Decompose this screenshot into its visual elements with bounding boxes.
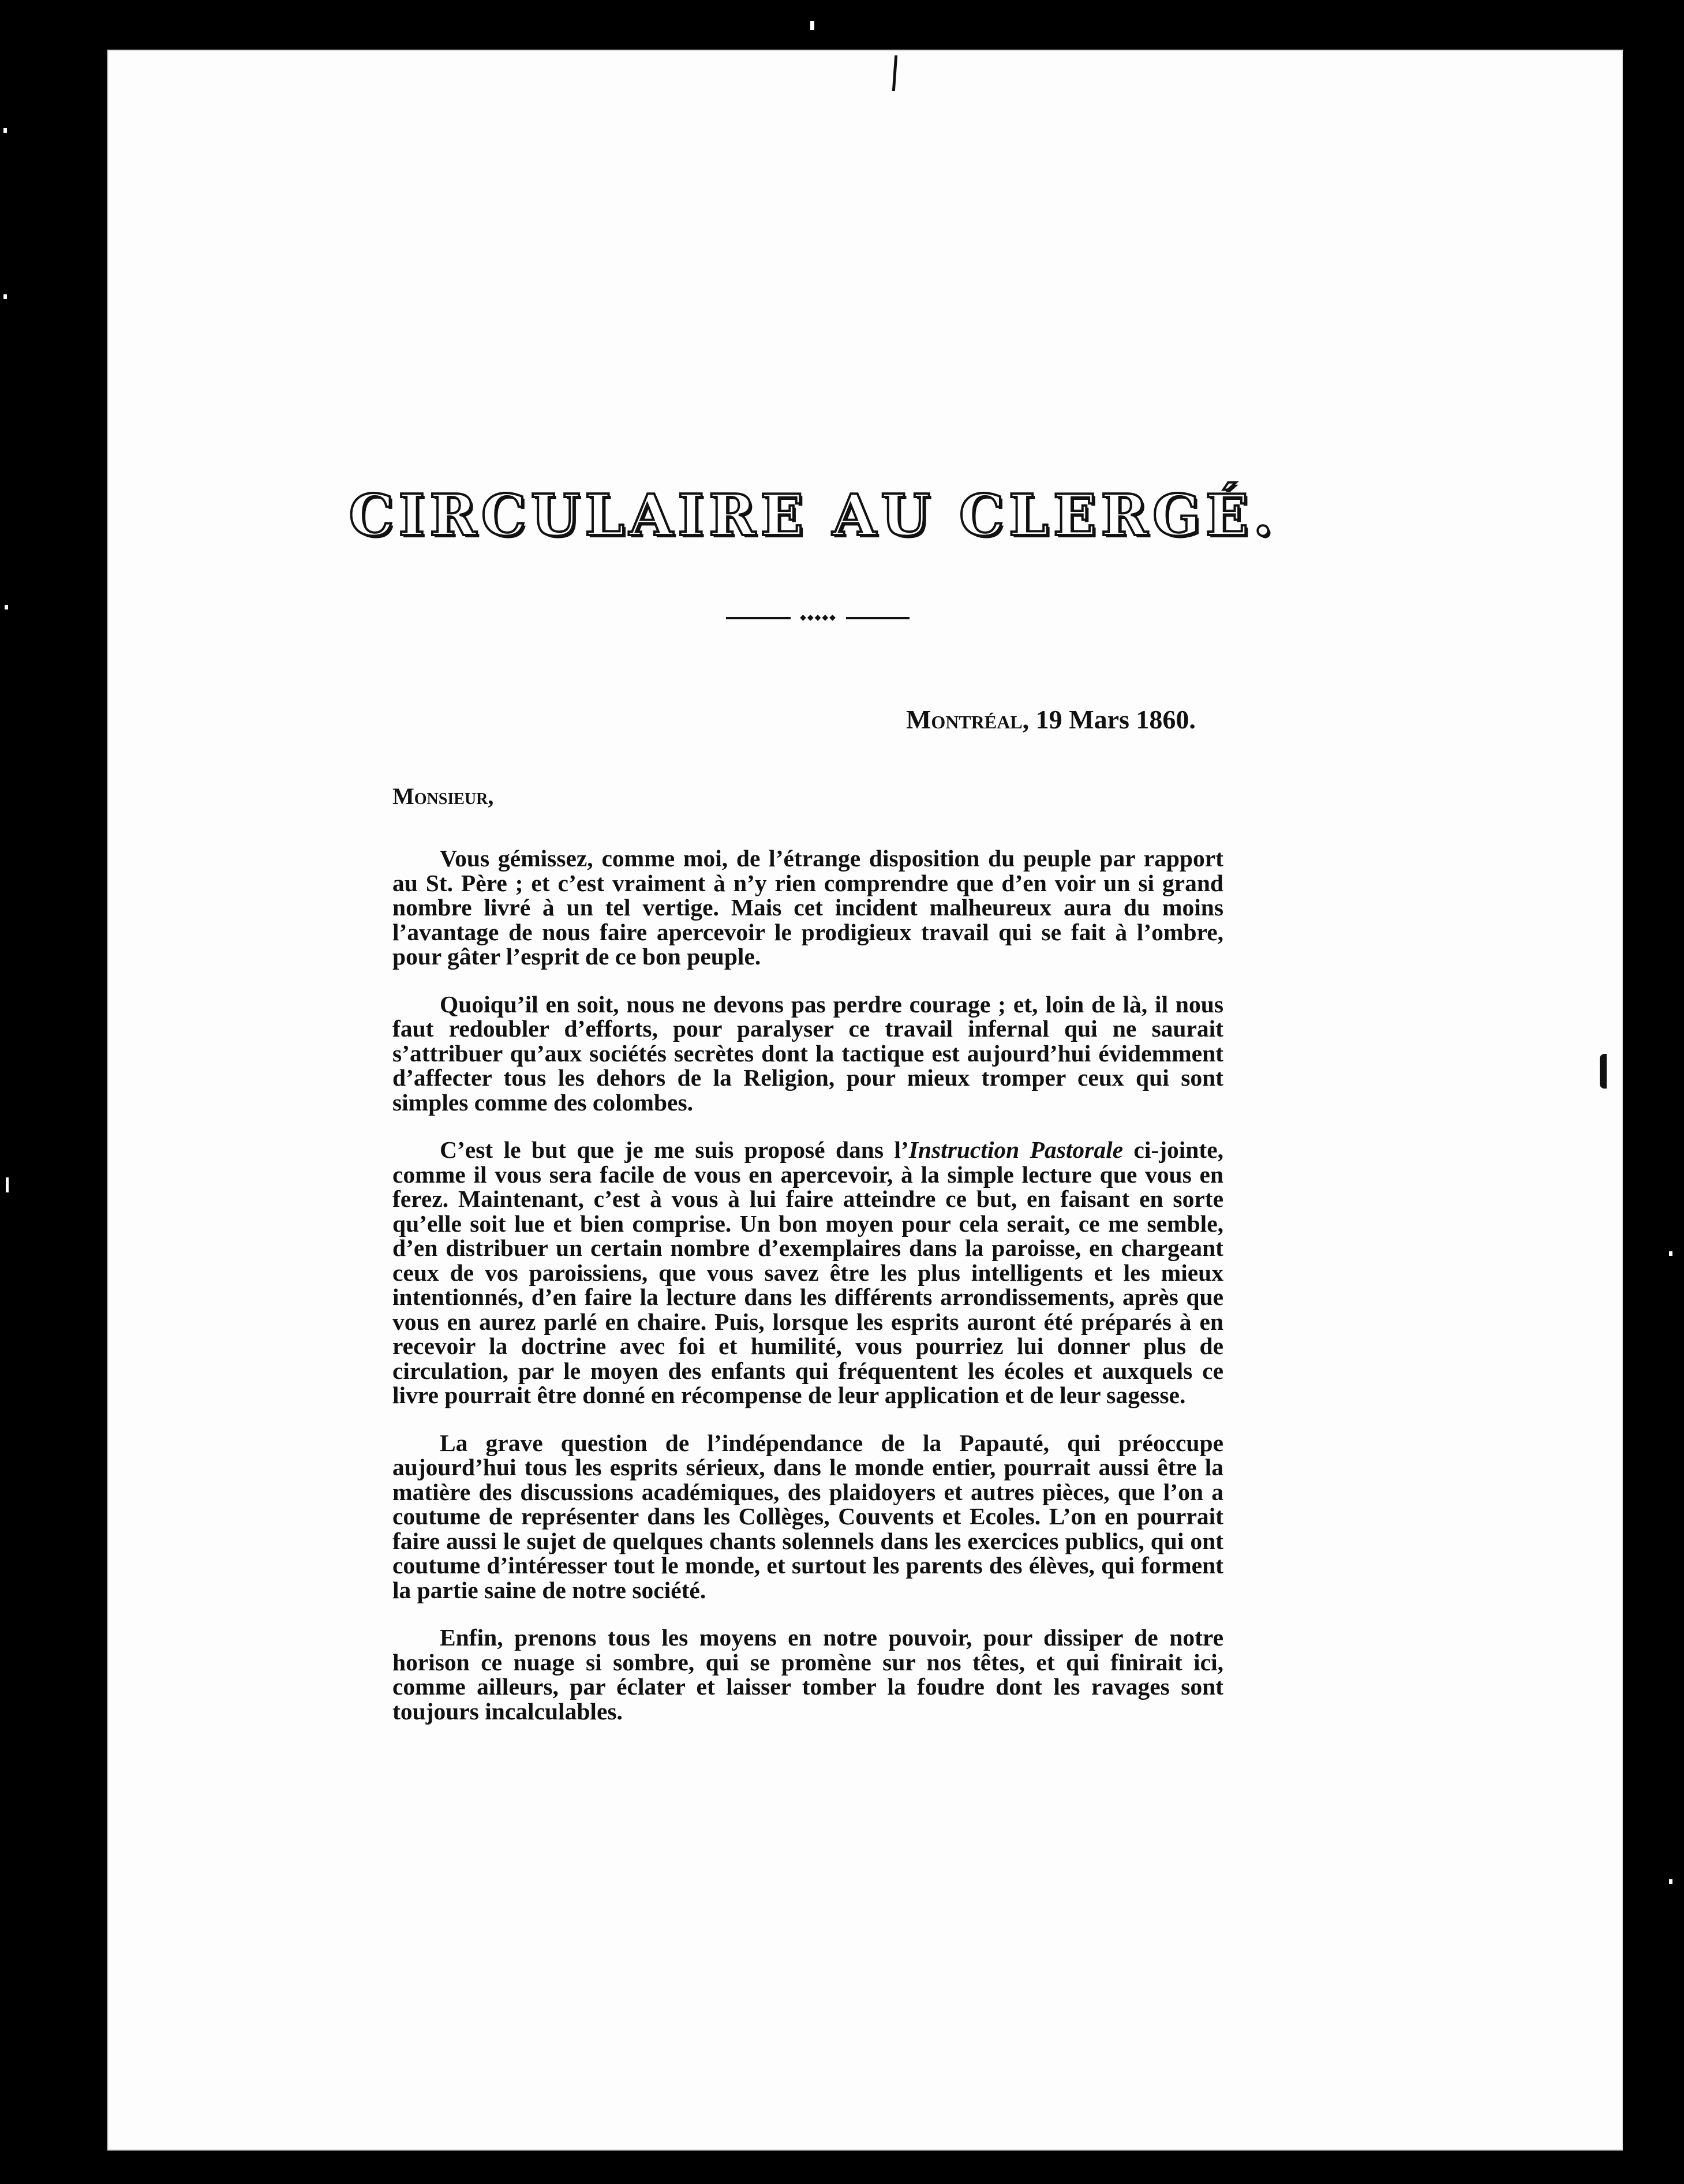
paragraph: Enfin, prenons tous les moyens en notre pouvoir, pour dissiper de notre horison ce nuage si sombre, qui se promène sur nos têtes, et qui finirait ici, comme ailleurs, par éclater et laisser tomber la foudre dont les ravages sont toujours incalculables.	[392, 1624, 1223, 1725]
rule-ornament: ◆◆◆◆◆	[791, 614, 846, 622]
scan-speck	[3, 294, 7, 299]
dateline-place: Montréal,	[906, 705, 1030, 734]
scan-speck	[1669, 1251, 1672, 1256]
paragraph-text: C’est le but que je me suis proposé dans l’	[440, 1136, 909, 1163]
paragraph: Quoiqu’il en soit, nous ne devons pas perdre courage ; et, loin de là, il nous faut redoubler d’efforts, pour paralyser ce travail infernal qui ne saurait s’attribuer qu’aux sociétés secrètes dont la tactique est aujourd’hui évidemment d’affecter tous les dehors de la Religion, pour mieux tromper ceux qui sont simples comme des colombes.	[392, 990, 1223, 1116]
italic-title: Instruction Pastorale	[908, 1136, 1124, 1163]
scan-speck	[5, 605, 8, 609]
scan-speck	[1669, 1879, 1672, 1884]
letter-body	[392, 846, 1223, 1747]
paragraph	[392, 1138, 1223, 1408]
paragraph-text: ci-jointe, comme il vous sera facile de vous en apercevoir, à la simple lecture que vous en ferez. Maintenant, c’est à vous à lui faire atteindre ce but, en faisant en sorte qu’elle soit lue et bien comprise. Un bon moyen pour cela serait, ce me semble, d’en distribuer un certain nombre d’exemplaires dans la paroisse, en chargeant ceux de vos paroissiens, que vous savez être les plus intelligents et les mieux intentionnés, d’en faire la lecture dans les différents arrondissements, après que vous en aurez parlé en chaire. Puis, lorsque les esprits auront été préparés à en recevoir la doctrine avec foi et humilité, vous pourriez lui donner plus de circulation, par le moyen des enfants qui fréquentent les écoles et auxquels ce livre pourrait être donné en récompense de leur application et de leur sagesse.	[392, 1136, 1223, 1408]
document-title: CIRCULAIRE AU CLERGÉ.	[349, 483, 1278, 549]
page-edge-mark	[1600, 1054, 1607, 1089]
dateline-date: 19 Mars 1860.	[1035, 705, 1196, 734]
salutation: Monsieur,	[392, 783, 494, 809]
scan-speck	[3, 128, 7, 133]
paragraph: La grave question de l’indépendance de la Papauté, qui préoccupe aujourd’hui tous les esprits sérieux, dans le monde entier, pourrait aussi être la matière des discussions académiques, des plaidoyers et autres pièces, que l’on a coutume de représenter dans les Collèges, Couvents et Ecoles. L’on en pourrait faire aussi le sujet de quelques chants solennels dans les exercices publics, qui ont coutume d’intéresser tout le monde, et surtout les parents des élèves, qui forment la partie saine de notre société.	[392, 1429, 1223, 1603]
scan-speck	[6, 1177, 9, 1192]
ornamental-rule	[726, 614, 910, 622]
scan-speck	[810, 21, 814, 30]
paragraph: Vous gémissez, comme moi, de l’étrange disposition du peuple par rapport au St. Père ; et c’est vraiment à n’y rien comprendre que d’en voir un si grand nombre livré à un tel vertige. Mais cet incident malheureux aura du moins l’avantage de nous faire apercevoir le prodigieux travail qui se fait à l’ombre, pour gâter l’esprit de ce bon peuple.	[392, 845, 1223, 970]
dateline	[906, 704, 1196, 735]
